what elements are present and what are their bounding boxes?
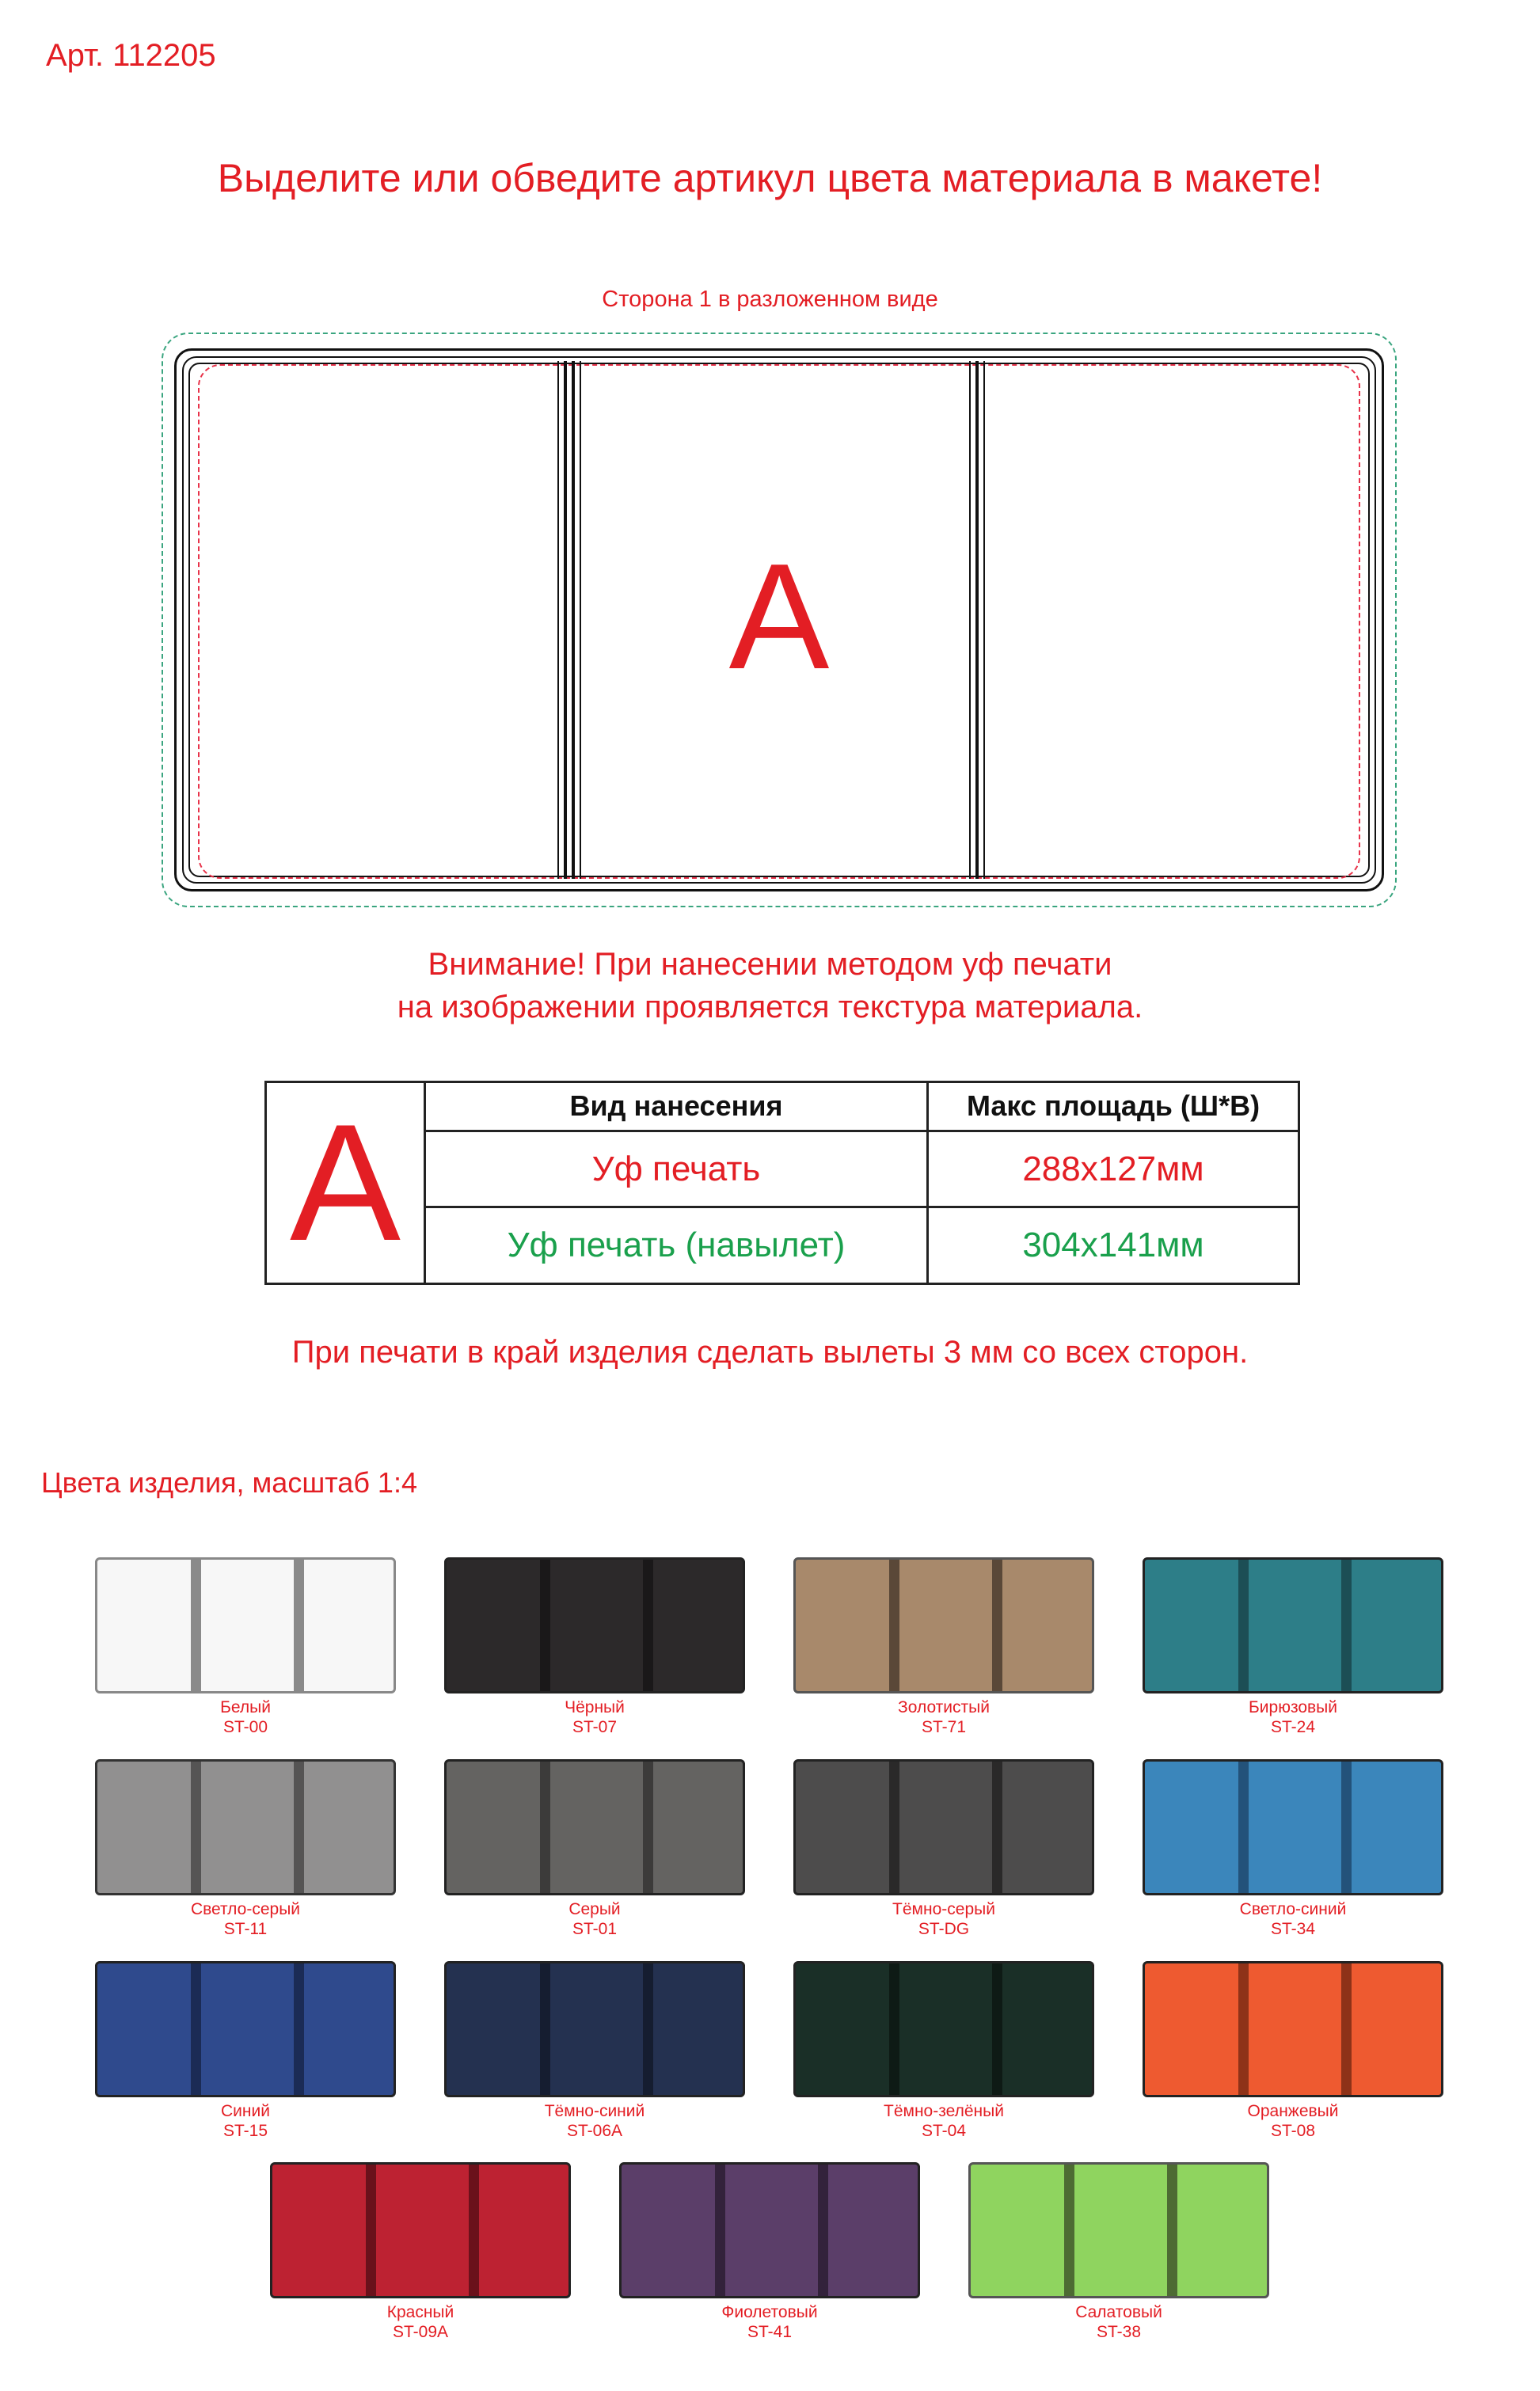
swatch-color-code: ST-34 (1270, 1920, 1316, 1938)
swatch-spine (191, 1560, 201, 1691)
swatch-spine (1341, 1963, 1352, 2095)
color-swatch[interactable] (1143, 1961, 1443, 2097)
swatch-label (95, 1899, 396, 1939)
swatch-spine (469, 2165, 479, 2296)
swatch-color-code: ST-01 (572, 1920, 618, 1938)
color-swatch[interactable] (1143, 1557, 1443, 1693)
swatch-label (968, 2302, 1269, 2342)
swatch-color-code: ST-06A (566, 2122, 623, 2140)
swatch-spine (889, 1560, 899, 1691)
swatch-spine (643, 1762, 653, 1893)
print-table (264, 1081, 1300, 1285)
swatch-color-name: Белый (220, 1698, 271, 1716)
swatch-color-name: Светло-серый (190, 1900, 301, 1918)
method-uv: Уф печать (425, 1131, 928, 1207)
swatch-color-name: Золотистый (898, 1698, 990, 1716)
header-method: Вид нанесения (425, 1082, 928, 1131)
swatch-spine (992, 1762, 1002, 1893)
warning-line-2: на изображении проявляется текстура материала. (397, 990, 1143, 1024)
article-number: Арт. 112205 (46, 38, 216, 73)
swatch-label (444, 1899, 745, 1939)
swatch-color-name: Синий (221, 2102, 270, 2120)
warning-line-1: Внимание! При нанесении методом уф печати (428, 947, 1112, 982)
swatch-label (1143, 1899, 1443, 1939)
swatch-label (793, 1899, 1094, 1939)
swatch-color-code: ST-24 (1270, 1718, 1316, 1736)
method-uv-bleed: Уф печать (навылет) (425, 1207, 928, 1284)
color-swatch[interactable] (95, 1961, 396, 2097)
color-swatch[interactable] (444, 1557, 745, 1693)
swatch-color-code: ST-04 (921, 2122, 967, 2140)
color-swatch[interactable] (270, 2162, 571, 2298)
swatch-color-name: Оранжевый (1247, 2102, 1339, 2120)
swatch-label (444, 1697, 745, 1737)
swatch-spine (294, 1762, 304, 1893)
swatch-color-name: Чёрный (565, 1698, 625, 1716)
swatch-label (95, 1697, 396, 1737)
layout-diagram (162, 333, 1397, 907)
swatch-color-code: ST-08 (1270, 2122, 1316, 2140)
swatch-color-name: Тёмно-синий (544, 2102, 645, 2120)
swatch-color-code: ST-11 (223, 1920, 268, 1938)
color-swatch[interactable] (793, 1557, 1094, 1693)
swatch-color-name: Салатовый (1075, 2303, 1162, 2321)
color-swatch[interactable] (793, 1759, 1094, 1895)
swatch-label (793, 2101, 1094, 2141)
swatch-spine (1238, 1560, 1249, 1691)
swatch-color-code: ST-DG (918, 1920, 970, 1938)
area-uv-bleed: 304x141мм (928, 1207, 1299, 1284)
color-swatch[interactable] (95, 1759, 396, 1895)
swatch-color-name: Тёмно-серый (892, 1900, 995, 1918)
swatch-color-name: Фиолетовый (721, 2303, 818, 2321)
swatch-label (270, 2302, 571, 2342)
swatch-color-code: ST-09A (392, 2323, 449, 2341)
swatch-spine (1238, 1963, 1249, 2095)
swatch-color-code: ST-41 (747, 2323, 793, 2341)
swatch-spine (1238, 1762, 1249, 1893)
swatch-spine (540, 1560, 550, 1691)
swatch-spine (294, 1963, 304, 2095)
color-swatch[interactable] (1143, 1759, 1443, 1895)
swatch-label (793, 1697, 1094, 1737)
swatch-spine (992, 1560, 1002, 1691)
swatch-color-code: ST-15 (222, 2122, 268, 2140)
swatch-label (1143, 1697, 1443, 1737)
swatch-spine (294, 1560, 304, 1691)
color-swatch[interactable] (968, 2162, 1269, 2298)
bleed-note: При печати в край изделия сделать вылеты 3 мм со всех сторон. (291, 1335, 1249, 1370)
swatch-spine (191, 1762, 201, 1893)
swatch-spine (818, 2165, 828, 2296)
color-swatch[interactable] (444, 1961, 745, 2097)
swatch-spine (540, 1762, 550, 1893)
swatch-color-code: ST-07 (572, 1718, 618, 1736)
side-caption: Сторона 1 в разложенном виде (602, 287, 938, 312)
swatch-spine (889, 1963, 899, 2095)
print-area-letter: A (728, 533, 830, 701)
swatch-color-name: Серый (568, 1900, 621, 1918)
swatch-color-code: ST-00 (222, 1718, 268, 1736)
swatch-spine (191, 1963, 201, 2095)
color-swatch[interactable] (95, 1557, 396, 1693)
swatch-label (444, 2101, 745, 2141)
swatch-color-code: ST-38 (1096, 2323, 1142, 2341)
swatch-spine (715, 2165, 725, 2296)
swatch-label (1143, 2101, 1443, 2141)
colors-title: Цвета изделия, масштаб 1:4 (41, 1466, 417, 1499)
swatch-color-name: Светло-синий (1239, 1900, 1347, 1918)
swatch-color-name: Бирюзовый (1249, 1698, 1337, 1716)
color-swatch[interactable] (619, 2162, 920, 2298)
header-area: Макс площадь (Ш*В) (928, 1082, 1299, 1131)
swatch-color-name: Тёмно-зелёный (884, 2102, 1004, 2120)
swatch-spine (1341, 1560, 1352, 1691)
table-area-letter: A (266, 1082, 425, 1284)
swatch-spine (992, 1963, 1002, 2095)
swatch-spine (1167, 2165, 1177, 2296)
swatch-spine (643, 1963, 653, 2095)
color-swatch[interactable] (793, 1961, 1094, 2097)
swatch-spine (643, 1560, 653, 1691)
swatch-label (95, 2101, 396, 2141)
swatch-spine (1341, 1762, 1352, 1893)
swatch-color-code: ST-71 (921, 1718, 967, 1736)
swatch-label (619, 2302, 920, 2342)
swatch-spine (540, 1963, 550, 2095)
swatch-spine (366, 2165, 376, 2296)
area-uv: 288x127мм (928, 1131, 1299, 1207)
headline: Выделите или обведите артикул цвета материала в макете! (217, 156, 1323, 200)
swatch-spine (889, 1762, 899, 1893)
swatch-spine (1064, 2165, 1074, 2296)
color-swatch[interactable] (444, 1759, 745, 1895)
swatch-color-name: Красный (386, 2303, 454, 2321)
